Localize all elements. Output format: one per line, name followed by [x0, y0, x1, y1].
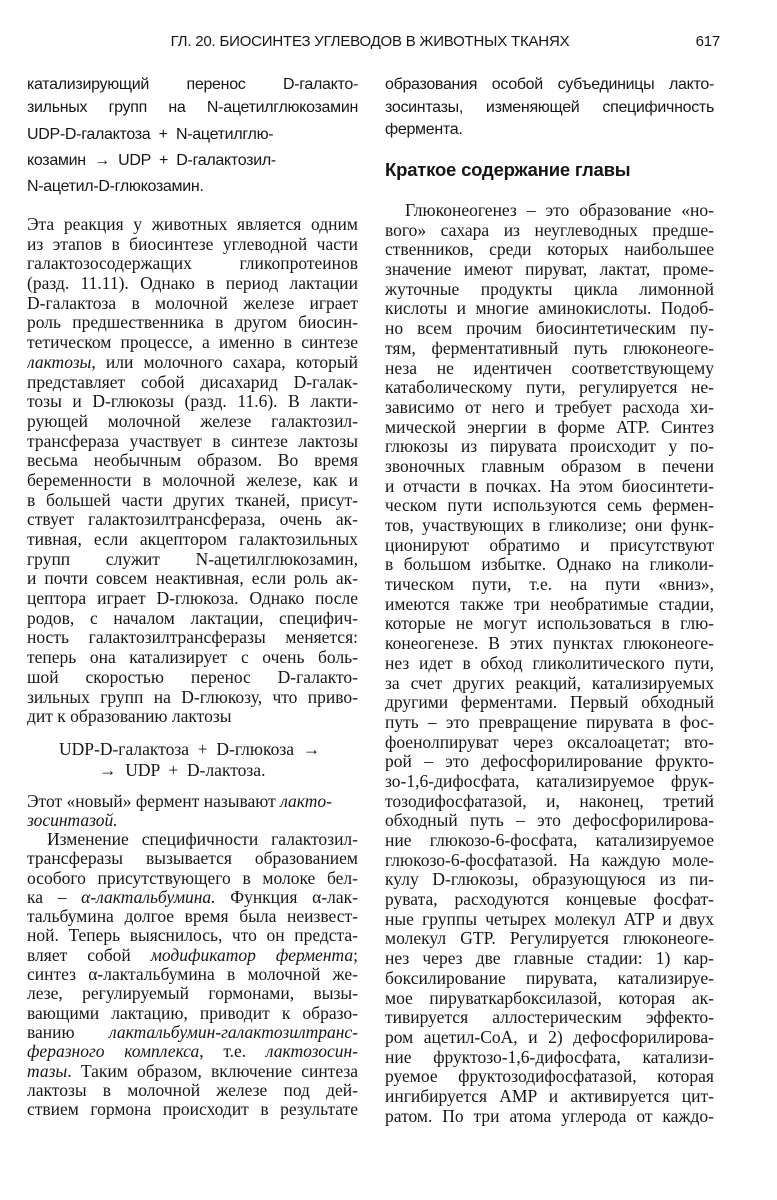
text-segment: трансферазы вызывается образованием	[27, 849, 358, 869]
text-segment: беременности в молочной железе, как и	[27, 470, 358, 490]
text-line	[27, 274, 358, 294]
text-line	[385, 536, 714, 556]
text-line	[385, 1087, 714, 1107]
text-line	[27, 1100, 358, 1119]
text-segment: галактозосодержащих гликопротеинов	[27, 254, 358, 274]
text-line	[385, 240, 714, 260]
text-line	[27, 451, 358, 471]
text-segment: руемое фруктозодифосфатазой, которая	[385, 1067, 714, 1087]
text-segment: ствием гормона происходит в результате	[27, 1100, 358, 1120]
text-line	[385, 398, 714, 418]
text-line	[385, 733, 714, 753]
text-line	[27, 984, 358, 1003]
text-line	[385, 614, 714, 634]
text-segment: и почти совсем неактивная, если роль ак-	[27, 569, 358, 589]
text-segment: вляет собой	[27, 945, 151, 965]
text-line	[59, 739, 359, 760]
text-segment: тетическом процессе, а именно в синтезе	[27, 333, 358, 353]
text-segment: и отчасти в почках. На этом биосинтети-	[385, 476, 714, 496]
text-segment: кулу D-глюкозы, образующуюся из пи-	[385, 870, 714, 890]
text-segment: синтез α-лактальбумина в молочной же-	[27, 965, 358, 985]
text-segment: особого присутствующего в молоке бел-	[27, 868, 358, 888]
text-line	[385, 1008, 714, 1028]
running-header: ГЛ. 20. БИОСИНТЕЗ УГЛЕВОДОВ В ЖИВОТНЫХ ТКАНЯХ	[170, 33, 570, 50]
text-segment: ной. Теперь выяснилось, что он предста-	[27, 926, 358, 946]
text-line	[385, 437, 714, 457]
text-line	[27, 965, 358, 984]
text-segment: нез идет в обход гликолитического пути,	[385, 653, 714, 673]
text-segment: козамин → UDP + D-галактозил-	[27, 152, 276, 169]
text-segment: из этапов в биосинтезе углеводной части	[27, 234, 358, 254]
text-line	[385, 97, 714, 120]
text-line	[27, 122, 358, 148]
text-line	[27, 1042, 358, 1061]
text-line	[385, 221, 714, 241]
text-line	[27, 926, 358, 945]
text-segment: ность галактозилтрансферазы меняется:	[27, 628, 358, 648]
text-segment: обходный путь – это дефосфорилирова-	[385, 811, 714, 831]
text-segment: боксилирование пирувата, катализируе-	[385, 968, 714, 988]
text-segment: → UDP + D-лактоза.	[99, 760, 266, 780]
text-segment: ствует галактозилтрансфераза, очень ак-	[27, 510, 358, 530]
italic-term: феразного комплекса	[27, 1042, 200, 1062]
text-line	[27, 707, 358, 727]
italic-term: лактозы	[27, 352, 92, 372]
text-segment: глюкозо-6-фосфатазой. На каждую моле-	[385, 850, 714, 870]
text-segment: тивная, если акцептором галактозильных	[27, 530, 358, 549]
reaction-formula	[27, 122, 358, 200]
text-segment: образования особой субъединицы лакто-	[385, 76, 714, 93]
italic-term: лактальбумин-галактозилтранс-	[109, 1022, 358, 1042]
page-number: 617	[695, 33, 720, 50]
text-line	[27, 294, 358, 314]
text-line	[27, 1004, 358, 1023]
text-line	[385, 359, 714, 379]
right-intro-text	[385, 74, 714, 142]
text-line	[27, 96, 358, 119]
text-line	[27, 811, 358, 830]
text-line	[27, 530, 358, 550]
text-segment: молекул GTP. Регулируется глюконеоге-	[385, 929, 714, 949]
text-segment: жуточные продукты цикла лимонной	[385, 279, 714, 299]
text-segment: ;	[353, 945, 358, 965]
text-line	[27, 946, 358, 965]
text-line	[27, 648, 358, 668]
text-line	[385, 119, 714, 142]
text-segment: N-ацетил-D-глюкозамин.	[27, 178, 204, 195]
text-line	[385, 811, 714, 831]
text-line	[27, 628, 358, 648]
text-segment: UDP-D-галактоза + D-глюкоза →	[59, 739, 321, 759]
text-line	[27, 907, 358, 926]
text-line	[385, 752, 714, 772]
text-line	[385, 654, 714, 674]
text-line	[385, 1048, 714, 1068]
paragraph-lactose-synthase	[27, 792, 358, 831]
text-line	[385, 516, 714, 536]
text-segment: ром ацетил-CoA, и 2) дефосфорилирова-	[385, 1027, 714, 1047]
text-line	[27, 235, 358, 255]
lactose-equation	[27, 739, 359, 781]
text-segment: ние глюкозо-6-фосфата, катализируемое	[385, 831, 714, 850]
text-line	[385, 949, 714, 969]
text-segment: ка –	[27, 887, 82, 907]
text-segment: другими ферментами. Первый обходный	[385, 693, 714, 713]
text-segment: фоенолпируват через оксалоацетат; вто-	[385, 732, 714, 752]
text-segment: путь – это превращение пирувата в фос-	[385, 712, 714, 732]
text-line	[385, 319, 714, 339]
text-segment: ственников, среди которых наибольшее	[385, 240, 714, 260]
text-segment: фермента.	[385, 121, 463, 138]
text-line	[27, 73, 358, 96]
text-line	[27, 254, 358, 274]
text-segment: весьма необычным образом. Во время	[27, 451, 358, 471]
text-line	[27, 353, 358, 373]
text-line	[385, 870, 714, 890]
text-line	[385, 339, 714, 359]
text-line	[385, 1067, 714, 1087]
text-segment: катаболическому пути, регулируется не-	[385, 378, 714, 398]
text-line	[27, 313, 358, 333]
text-segment: зильных групп на D-глюкозу, что приво-	[27, 687, 358, 707]
text-segment: групп служит N-ацетилглюкозамин,	[27, 549, 358, 569]
text-segment: неза не идентичен соответствующему	[385, 358, 714, 378]
text-segment: Функция α-лак-	[215, 887, 358, 907]
text-segment: мое пируваткарбоксилазой, которая ак-	[385, 988, 714, 1008]
text-segment: лактозы в молочной железе под дей-	[27, 1080, 358, 1100]
text-segment: которые не могут использоваться в глю-	[385, 614, 714, 634]
text-line	[27, 849, 358, 868]
text-line	[385, 418, 714, 438]
text-line	[385, 910, 714, 930]
text-line	[385, 831, 714, 851]
text-line	[385, 772, 714, 792]
text-segment: (разд. 11.11). Однако в период лактации	[27, 274, 358, 294]
text-segment: в большей части других тканей, присут-	[27, 490, 358, 510]
text-segment: Глюконеогенез – это образование «но-	[405, 201, 714, 220]
text-segment: тям, ферментативный путь глюконеоге-	[385, 338, 714, 358]
text-segment: рой – это дефосфорилирование фрукто-	[385, 752, 714, 772]
text-line	[385, 890, 714, 910]
text-segment: значение имеют пируват, лактат, проме-	[385, 260, 714, 280]
text-segment: рувата, расходуются концевые фосфат-	[385, 890, 714, 910]
text-line	[27, 1023, 358, 1042]
text-line	[385, 989, 714, 1009]
italic-term: α-лактальбумина.	[81, 887, 216, 907]
paragraph-reaction	[27, 215, 358, 727]
text-segment: . Таким образом, включение синтеза	[67, 1061, 358, 1081]
text-segment: UDP-D-галактоза + N-ацетилглю-	[27, 126, 274, 143]
text-segment: дит к образованию лактозы	[27, 707, 232, 727]
text-line	[385, 575, 714, 595]
text-line	[27, 869, 358, 888]
text-segment: имеются также три необратимые стадии,	[385, 594, 714, 614]
text-segment: теперь она катализирует с очень боль-	[27, 648, 358, 668]
text-line	[385, 851, 714, 871]
text-line	[385, 792, 714, 812]
text-segment: роль предшественника в другом биосин-	[27, 313, 358, 333]
text-segment: зависимо от него и требует расхода хи-	[385, 397, 714, 417]
text-line	[385, 1107, 714, 1127]
text-line	[27, 510, 358, 530]
text-segment: зосинтазы, изменяющей специфичность	[385, 98, 714, 116]
text-line	[385, 674, 714, 694]
chapter-summary	[385, 201, 714, 1126]
text-segment: D-галактоза в молочной железе играет	[27, 293, 358, 313]
text-line	[385, 693, 714, 713]
text-segment: тов, участвующих в гликолизе; они функ-	[385, 516, 714, 535]
text-segment: Эта реакция у животных является одним	[27, 215, 358, 234]
text-line	[27, 609, 358, 629]
text-segment: ческом пути используются семь фермен-	[385, 496, 714, 516]
text-line	[27, 392, 358, 412]
text-line	[27, 830, 358, 849]
section-heading: Краткое содержание главы	[385, 159, 631, 180]
text-line	[27, 215, 358, 235]
text-segment: вого» сахара из неуглеводных предше-	[385, 220, 714, 240]
text-line	[27, 668, 358, 688]
text-line	[385, 280, 714, 300]
text-segment: тальбумина долгое время была неизвест-	[27, 907, 358, 927]
text-line	[27, 432, 358, 452]
text-segment: тозы и D-глюкозы (разд. 11.6). В лакти-	[27, 392, 358, 412]
text-line	[27, 550, 358, 570]
italic-term: модификатор фермента	[150, 945, 354, 965]
text-segment: трансфераза участвует в синтезе лактозы	[27, 431, 358, 451]
text-segment: конеогенезе. В этих пунктах глюконеоге-	[385, 634, 714, 654]
text-line	[385, 969, 714, 989]
text-segment: зо-1,6-дифосфата, катализируемое фрук-	[385, 771, 714, 791]
text-segment: , или молочного сахара, который	[91, 352, 358, 372]
text-segment: ванию	[27, 1022, 110, 1042]
text-line	[385, 555, 714, 575]
text-segment: в большом избытке. Однако на гликоли-	[385, 555, 714, 575]
text-segment: за счет других реакций, катализируемых	[385, 673, 714, 693]
text-line	[27, 333, 358, 353]
text-line	[27, 589, 358, 609]
text-line	[385, 496, 714, 516]
paragraph-specificity	[27, 830, 358, 1119]
text-line	[27, 688, 358, 708]
text-segment: ингибируется AMP и активируется цит-	[385, 1086, 714, 1106]
text-line	[385, 457, 714, 477]
text-line	[385, 74, 714, 97]
text-segment: катализирующий перенос D-галакто-	[27, 76, 358, 93]
text-line	[385, 378, 714, 398]
text-segment: нез через две главные стадии: 1) кар-	[385, 949, 714, 969]
text-segment: но всем прочим биосинтетическим пу-	[385, 319, 714, 339]
text-line	[27, 412, 358, 432]
text-line	[385, 929, 714, 949]
text-line	[27, 148, 358, 174]
text-line	[385, 201, 714, 221]
text-segment: представляет собой дисахарид D-галак-	[27, 372, 358, 392]
text-segment: лезе, регулируемый гормонами, вызы-	[27, 984, 358, 1004]
text-segment: кислоты и многие аминокислоты. Подоб-	[385, 299, 714, 319]
text-segment: мической энергии в форме ATP. Синтез	[385, 417, 714, 437]
text-segment: ционируют обратимо и присутствуют	[385, 535, 714, 555]
text-line	[385, 260, 714, 280]
text-line	[27, 373, 358, 393]
text-segment: Этот «новый» фермент называют	[27, 792, 281, 811]
italic-term: лактозосин-	[265, 1042, 358, 1062]
text-segment: ние фруктозо-1,6-дифосфата, катализи-	[385, 1047, 714, 1067]
text-line	[27, 888, 358, 907]
text-segment: родов, с началом лактации, специфич-	[27, 608, 358, 628]
italic-term: лакто-	[280, 792, 332, 811]
text-line	[27, 491, 358, 511]
text-line	[59, 760, 359, 781]
text-line	[27, 792, 358, 811]
text-line	[27, 174, 358, 200]
text-segment: ратом. По три атома углерода от каждо-	[385, 1106, 714, 1126]
text-line	[385, 713, 714, 733]
italic-term: зосинтазой.	[27, 811, 118, 831]
text-segment: зильных групп на N-ацетилглюкозамин	[27, 99, 358, 116]
text-line	[27, 569, 358, 589]
text-line	[385, 634, 714, 654]
text-segment: глюкозы из пирувата происходит у по-	[385, 437, 714, 457]
text-segment: звоночных главным образом в печени	[385, 456, 714, 476]
text-line	[385, 1028, 714, 1048]
text-segment: Изменение специфичности галактозил-	[47, 830, 358, 849]
text-segment: рующей молочной железе галактозил-	[27, 411, 358, 431]
text-line	[27, 471, 358, 491]
text-segment: тическом пути, т.е. на пути «вниз»,	[385, 575, 714, 595]
text-segment: вающими лактацию, приводит к образо-	[27, 1003, 358, 1023]
text-segment: ные группы четырех молекул ATP и двух	[385, 909, 714, 929]
text-line	[27, 1062, 358, 1081]
text-segment: тозодифосфатазой, и, наконец, третий	[385, 791, 714, 811]
text-segment: цептора играет D-глюкоза. Однако после	[27, 589, 358, 609]
italic-term: тазы	[27, 1061, 68, 1081]
text-line	[27, 1081, 358, 1100]
text-line	[385, 595, 714, 615]
text-line	[385, 299, 714, 319]
text-segment: шой скоростью перенос D-галакто-	[27, 667, 358, 687]
text-segment: , т.е.	[199, 1042, 266, 1062]
left-intro-text	[27, 73, 358, 119]
text-line	[385, 477, 714, 497]
text-segment: тивируется аллостерическим эффекто-	[385, 1008, 714, 1028]
